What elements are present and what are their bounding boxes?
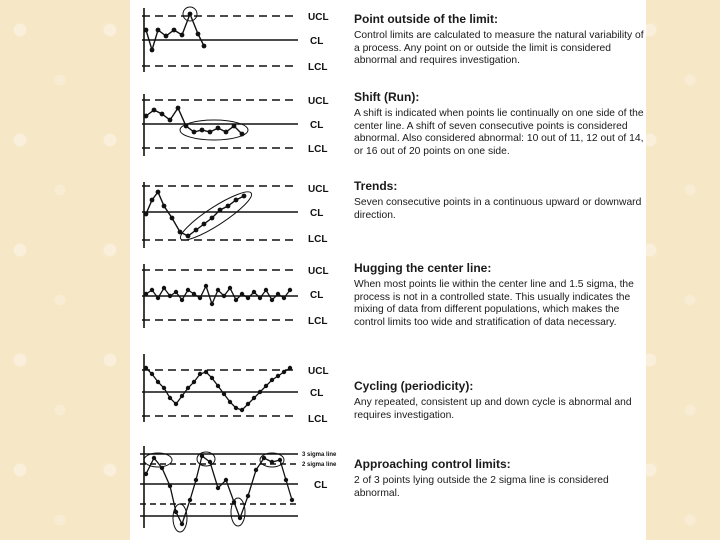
chart-shift-run: [130, 88, 354, 168]
control-chart-sheet: [130, 0, 646, 540]
chart-trends: [130, 178, 354, 258]
label-cl: CL: [310, 388, 324, 399]
chart-approaching-control-limits: [130, 440, 354, 536]
block-title: Hugging the center line:: [354, 261, 492, 275]
label-cl: CL: [314, 480, 328, 491]
block-shift-run: [354, 90, 644, 158]
block-description: Control limits are calculated to measure the natural variability of a process. Any point on or outside the limit is considered abnormal and requires investigation.: [354, 30, 644, 67]
block-title: Shift (Run):: [354, 90, 420, 104]
block-cycling: [354, 379, 644, 422]
block-title: Cycling (periodicity):: [354, 379, 474, 393]
block-hugging-center-line: [354, 261, 644, 329]
label-lcl: LCL: [308, 234, 328, 245]
block-description: A shift is indicated when points lie continually on one side of the center line. A shift of seven consecutive points is considered abnormal. Also considered abnormal: 10 out of 11, 12 out of 14, or 16 out of 20 points on one side.: [354, 108, 644, 157]
label-cl: CL: [310, 290, 324, 301]
label-cl: CL: [310, 120, 324, 131]
block-description: Any repeated, consistent up and down cycle is abnormal and requires investigation.: [354, 397, 632, 421]
label-ucl: UCL: [308, 366, 329, 377]
label-lcl: LCL: [308, 316, 328, 327]
label-3-sigma-line: 3 sigma line: [302, 452, 337, 458]
block-description: 2 of 3 points lying outside the 2 sigma line is considered abnormal.: [354, 475, 609, 499]
chart-hugging-center-line: [130, 260, 354, 340]
label-ucl: UCL: [308, 12, 329, 23]
chart-point-outside-limit: [130, 0, 354, 80]
block-point-outside-limit: [354, 12, 644, 68]
block-title: Approaching control limits:: [354, 457, 511, 471]
block-title: Point outside of the limit:: [354, 12, 498, 26]
chart-cycling: [130, 352, 354, 432]
label-lcl: LCL: [308, 144, 328, 155]
label-cl: CL: [310, 36, 324, 47]
label-lcl: LCL: [308, 62, 328, 73]
label-ucl: UCL: [308, 266, 329, 277]
label-ucl: UCL: [308, 184, 329, 195]
label-lcl: LCL: [308, 414, 328, 425]
block-title: Trends:: [354, 179, 398, 193]
label-ucl: UCL: [308, 96, 329, 107]
label-2-sigma-line: 2 sigma line: [302, 462, 337, 468]
block-description: When most points lie within the center line and 1.5 sigma, the process is not in a controlled state. This usually indicates the mixing of data from different populations, which makes the control limits too wide and stratification of data necessary.: [354, 279, 634, 328]
label-cl: CL: [310, 208, 324, 219]
block-description: Seven consecutive points in a continuous upward or downward direction.: [354, 197, 642, 221]
block-approaching-control-limits: [354, 457, 644, 500]
block-trends: [354, 179, 644, 222]
